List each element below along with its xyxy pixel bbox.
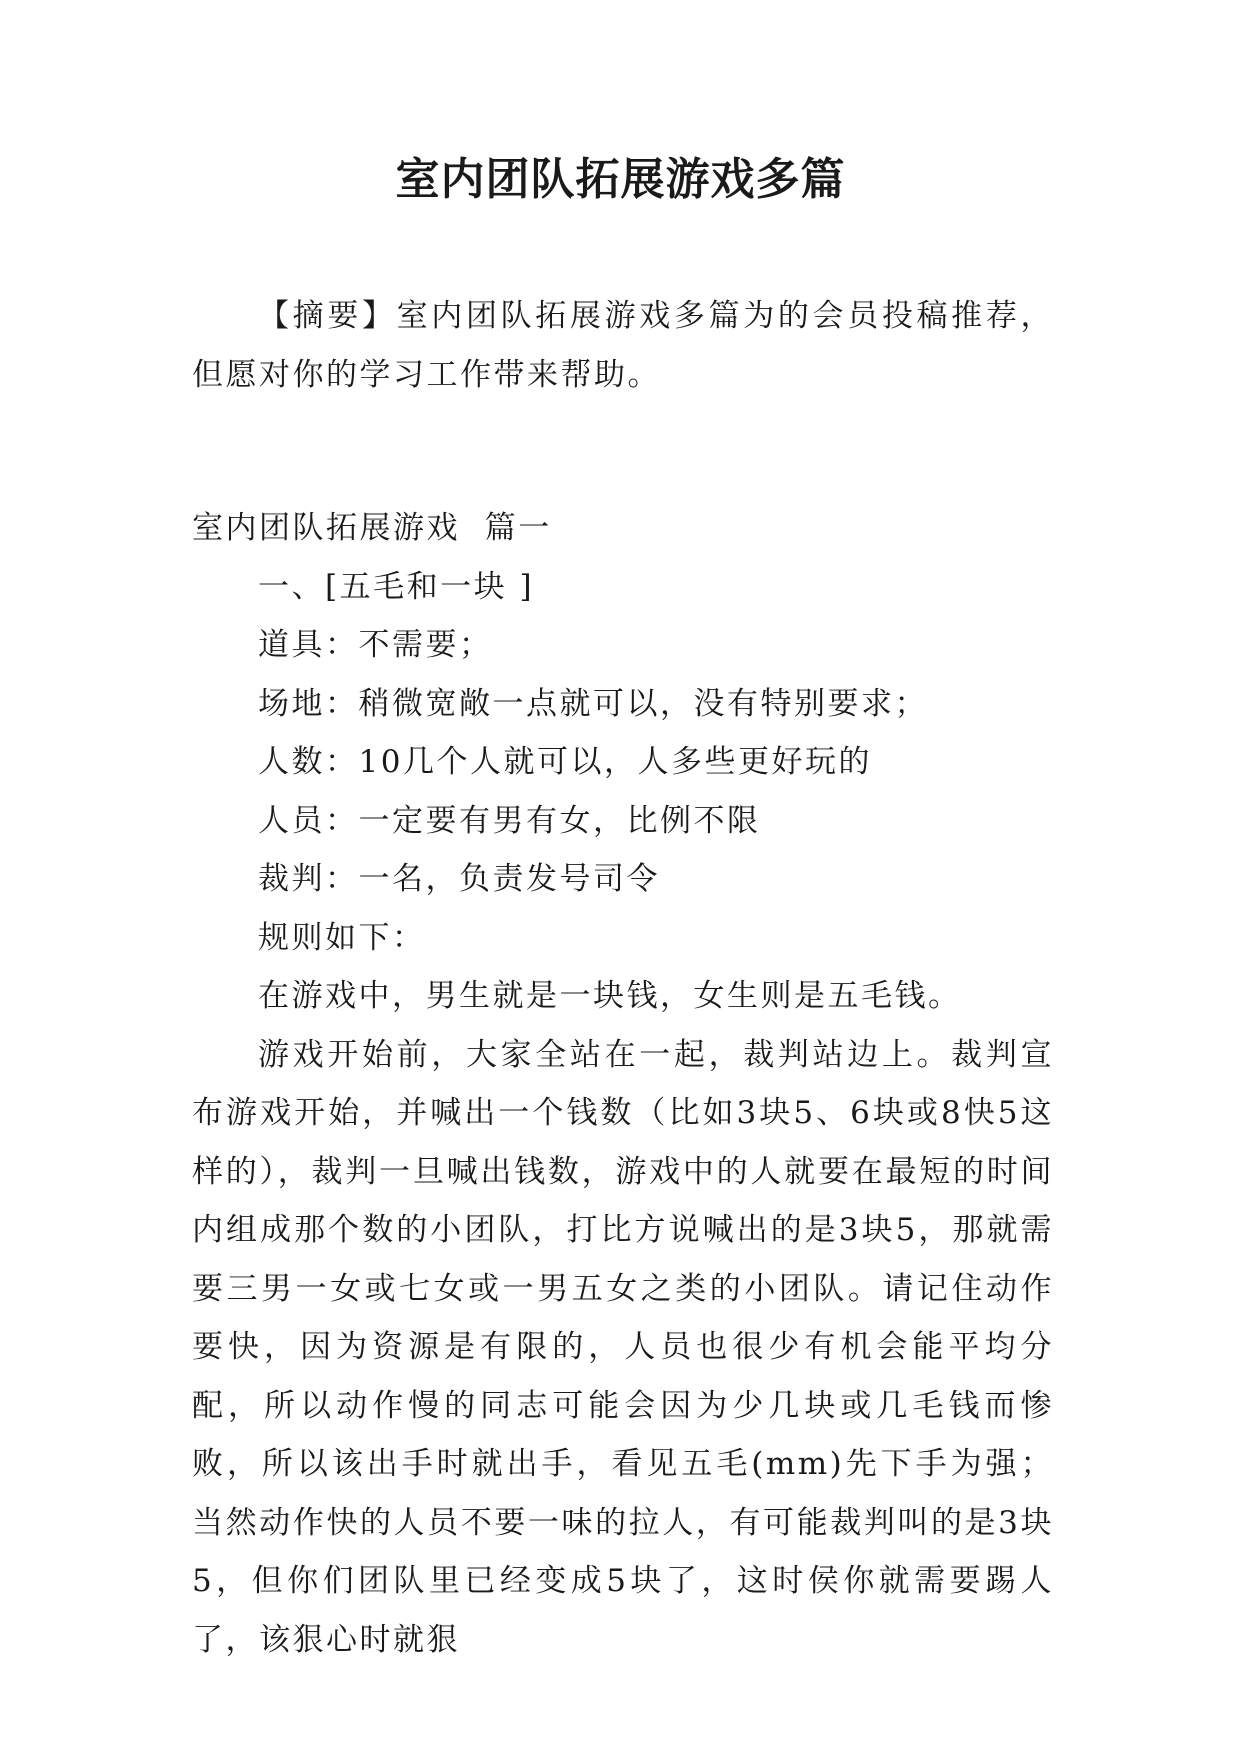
item-line-props: 道具：不需要； <box>258 627 493 663</box>
item-line-members: 人员：一定要有男有女，比例不限 <box>258 802 761 839</box>
item-line-venue: 场地：稍微宽敞一点就可以，没有特别要求； <box>258 685 928 722</box>
item-line-title: 一、[五毛和一块 ] <box>258 568 535 605</box>
item-line-rule-detail: 在游戏中，男生就是一块钱，女生则是五毛钱。 <box>258 978 962 1014</box>
spacer <box>192 404 1054 499</box>
abstract-paragraph: 【摘要】室内团队拓展游戏多篇为的会员投稿推荐，但愿对你的学习工作带来帮助。 <box>192 298 1054 393</box>
item-line-headcount: 人数：10几个人就可以，人多些更好玩的 <box>258 744 872 780</box>
rules-paragraph: 游戏开始前，大家全站在一起，裁判站边上。裁判宣布游戏开始，并喊出一个钱数（比如3块5、6块或8快5这样的），裁判一旦喊出钱数，游戏中的人就要在最短的时间内组成那个数的小团队，打比方说喊出的是3块5，那就需要三男一女或七女或一男五女之类的小团队。请记住动作要快，因为资源是有限的，人员也很少有机会能平均分配，所以动作慢的同志可能会因为少几块或几毛钱而惨败，所以该出手时就出手，看见五毛(mm)先下手为强；当然动作快的人员不要一味的拉人，有可能裁判叫的是3块5，但你们团队里已经变成5块了，这时侯你就需要踢人了，该狠心时就狠 <box>192 1036 1054 1658</box>
item-line-referee: 裁判：一名，负责发号司令 <box>258 861 660 897</box>
item-line-rules: 规则如下： <box>258 919 426 956</box>
document-title: 室内团队拓展游戏多篇 <box>395 154 846 205</box>
section-heading: 室内团队拓展游戏 篇一 <box>192 510 552 546</box>
document-body <box>192 287 1054 1669</box>
